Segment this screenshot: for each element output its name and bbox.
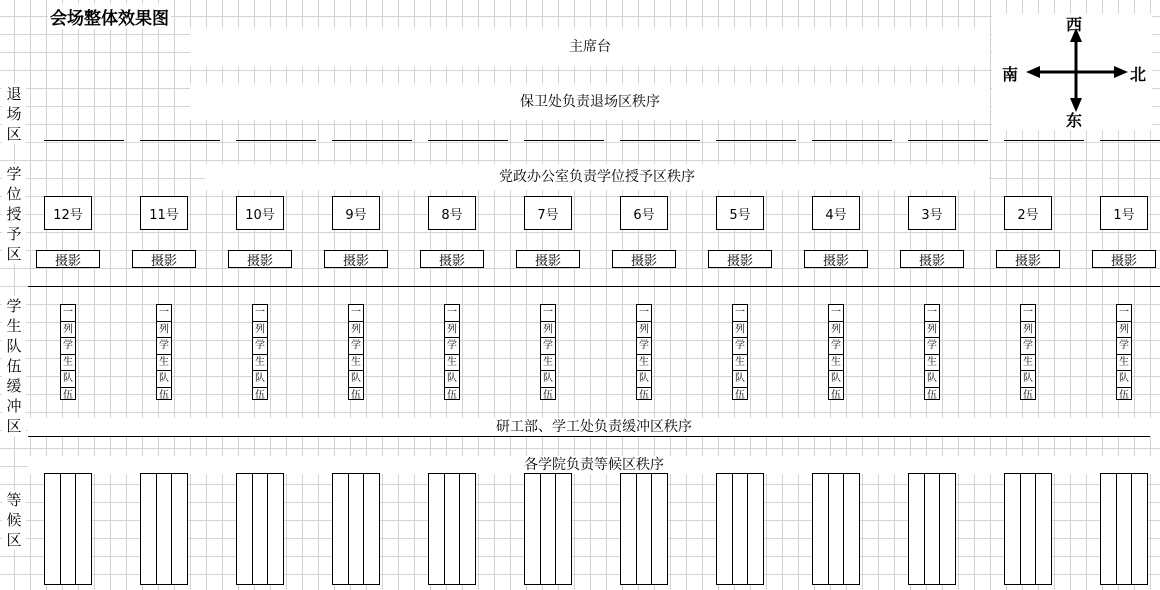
column-char: 学	[1021, 338, 1035, 355]
column-char: 生	[1117, 355, 1131, 372]
photo-box: 摄影	[228, 250, 292, 268]
column-char: 队	[253, 371, 267, 388]
station-number-box: 2号	[1004, 196, 1052, 230]
zone-label-buffer: 学生队伍缓冲区	[2, 296, 26, 436]
column-char: 一	[61, 305, 75, 322]
waiting-lane	[157, 474, 173, 584]
waiting-lane	[333, 474, 349, 584]
exit-line-segment	[428, 140, 508, 141]
station-number-box: 11号	[140, 196, 188, 230]
waiting-area-box	[1100, 473, 1148, 585]
waiting-lane	[237, 474, 253, 584]
column-char: 生	[157, 355, 171, 372]
column-char: 列	[733, 322, 747, 339]
compass-west: 西	[1066, 15, 1083, 34]
column-char: 生	[733, 355, 747, 372]
waiting-lane	[813, 474, 829, 584]
stage-banner	[190, 28, 990, 66]
column-char: 学	[253, 338, 267, 355]
station-number-box: 10号	[236, 196, 284, 230]
waiting-area-box	[524, 473, 572, 585]
station-number-box: 4号	[812, 196, 860, 230]
exit-banner	[190, 84, 990, 120]
column-char: 生	[445, 355, 459, 372]
column-char: 一	[349, 305, 363, 322]
exit-line-segment	[140, 140, 220, 141]
exit-line-segment	[1100, 140, 1160, 141]
column-char: 队	[445, 371, 459, 388]
photo-box: 摄影	[708, 250, 772, 268]
photo-box: 摄影	[36, 250, 100, 268]
waiting-lane	[909, 474, 925, 584]
waiting-area-box	[1004, 473, 1052, 585]
student-column-box	[348, 304, 364, 400]
column-char: 学	[445, 338, 459, 355]
photo-box: 摄影	[996, 250, 1060, 268]
waiting-lane	[45, 474, 61, 584]
column-char: 列	[541, 322, 555, 339]
column-char: 伍	[543, 389, 553, 401]
waiting-lane	[460, 474, 475, 584]
column-char: 生	[541, 355, 555, 372]
waiting-area-box	[332, 473, 380, 585]
waiting-lane	[1021, 474, 1037, 584]
column-char: 伍	[159, 389, 169, 401]
student-column-box	[1116, 304, 1132, 400]
column-char: 队	[157, 371, 171, 388]
column-char: 一	[733, 305, 747, 322]
column-char: 学	[925, 338, 939, 355]
student-column-box	[156, 304, 172, 400]
waiting-lane	[1101, 474, 1117, 584]
column-char: 一	[637, 305, 651, 322]
waiting-area-box	[716, 473, 764, 585]
photo-box: 摄影	[420, 250, 484, 268]
waiting-lane	[829, 474, 845, 584]
compass-south: 南	[1002, 65, 1019, 84]
waiting-lane	[940, 474, 955, 584]
column-char: 生	[925, 355, 939, 372]
column-char: 伍	[1023, 389, 1033, 401]
waiting-lane	[621, 474, 637, 584]
column-char: 伍	[639, 389, 649, 401]
column-char: 列	[925, 322, 939, 339]
exit-line-segment	[812, 140, 892, 141]
station-number-box: 12号	[44, 196, 92, 230]
waiting-banner	[28, 456, 1160, 474]
column-char: 一	[157, 305, 171, 322]
column-char: 队	[637, 371, 651, 388]
column-char: 列	[829, 322, 843, 339]
exit-line-segment	[44, 140, 124, 141]
waiting-lane	[717, 474, 733, 584]
student-column-box	[252, 304, 268, 400]
photo-box: 摄影	[804, 250, 868, 268]
student-column-box	[732, 304, 748, 400]
column-char: 学	[637, 338, 651, 355]
degree-banner	[205, 164, 989, 190]
station-number-box: 1号	[1100, 196, 1148, 230]
zone-label-degree: 学位授予区	[2, 164, 26, 264]
column-char: 队	[925, 371, 939, 388]
column-char: 生	[349, 355, 363, 372]
column-char: 列	[1021, 322, 1035, 339]
photo-box: 摄影	[900, 250, 964, 268]
column-char: 学	[733, 338, 747, 355]
exit-line-segment	[236, 140, 316, 141]
column-char: 生	[829, 355, 843, 372]
column-char: 队	[541, 371, 555, 388]
waiting-lane	[652, 474, 667, 584]
column-char: 一	[445, 305, 459, 322]
photo-box: 摄影	[516, 250, 580, 268]
column-char: 生	[253, 355, 267, 372]
waiting-lane	[525, 474, 541, 584]
column-char: 学	[1117, 338, 1131, 355]
column-char: 一	[1021, 305, 1035, 322]
column-char: 列	[349, 322, 363, 339]
buffer-banner	[28, 418, 1160, 436]
column-char: 学	[157, 338, 171, 355]
column-char: 伍	[351, 389, 361, 401]
waiting-lane	[61, 474, 77, 584]
waiting-lane	[844, 474, 859, 584]
waiting-lane	[172, 474, 187, 584]
photo-box: 摄影	[132, 250, 196, 268]
waiting-area-box	[428, 473, 476, 585]
column-char: 学	[61, 338, 75, 355]
column-char: 伍	[255, 389, 265, 401]
page-title: 会场整体效果图	[48, 4, 171, 29]
compass-north: 北	[1130, 65, 1147, 84]
buffer-zone-boundary	[28, 436, 1150, 437]
waiting-lane	[268, 474, 283, 584]
waiting-area-box	[908, 473, 956, 585]
compass-east: 东	[1066, 111, 1083, 130]
photo-box: 摄影	[1092, 250, 1156, 268]
column-char: 列	[445, 322, 459, 339]
exit-line-segment	[332, 140, 412, 141]
column-char: 学	[829, 338, 843, 355]
column-char: 伍	[1119, 389, 1129, 401]
waiting-lane	[925, 474, 941, 584]
column-char: 伍	[735, 389, 745, 401]
column-char: 队	[61, 371, 75, 388]
column-char: 生	[637, 355, 651, 372]
column-char: 一	[829, 305, 843, 322]
waiting-lane	[141, 474, 157, 584]
exit-line-segment	[908, 140, 988, 141]
waiting-area-box	[812, 473, 860, 585]
student-column-box	[1020, 304, 1036, 400]
student-column-box	[540, 304, 556, 400]
column-char: 列	[157, 322, 171, 339]
column-char: 伍	[63, 389, 73, 401]
stage-label: 主席台	[569, 39, 611, 55]
column-char: 列	[1117, 322, 1131, 339]
waiting-lane	[76, 474, 91, 584]
zone-label-exit: 退场区	[2, 84, 26, 144]
zone-label-waiting: 等候区	[2, 490, 26, 550]
waiting-area-box	[236, 473, 284, 585]
column-char: 列	[637, 322, 651, 339]
column-char: 一	[253, 305, 267, 322]
column-char: 列	[253, 322, 267, 339]
waiting-lane	[364, 474, 379, 584]
student-column-box	[636, 304, 652, 400]
station-number-box: 8号	[428, 196, 476, 230]
station-number-box: 7号	[524, 196, 572, 230]
column-char: 队	[733, 371, 747, 388]
compass	[992, 14, 1152, 130]
column-char: 一	[541, 305, 555, 322]
exit-line-segment	[1004, 140, 1084, 141]
station-number-box: 5号	[716, 196, 764, 230]
waiting-lane	[1132, 474, 1147, 584]
student-column-box	[924, 304, 940, 400]
student-column-box	[444, 304, 460, 400]
column-char: 学	[349, 338, 363, 355]
waiting-lane	[1005, 474, 1021, 584]
waiting-area-box	[140, 473, 188, 585]
column-char: 一	[925, 305, 939, 322]
photo-box: 摄影	[612, 250, 676, 268]
student-column-box	[828, 304, 844, 400]
photo-box: 摄影	[324, 250, 388, 268]
waiting-lane	[733, 474, 749, 584]
waiting-lane	[429, 474, 445, 584]
column-char: 队	[829, 371, 843, 388]
column-char: 生	[1021, 355, 1035, 372]
degree-banner-label: 党政办公室负责学位授予区秩序	[499, 169, 695, 185]
waiting-lane	[349, 474, 365, 584]
student-column-box	[60, 304, 76, 400]
waiting-lane	[556, 474, 571, 584]
buffer-banner-label: 研工部、学工处负责缓冲区秩序	[496, 419, 692, 435]
station-number-box: 3号	[908, 196, 956, 230]
waiting-lane	[445, 474, 461, 584]
waiting-lane	[748, 474, 763, 584]
exit-line-segment	[620, 140, 700, 141]
waiting-area-box	[620, 473, 668, 585]
waiting-lane	[1117, 474, 1133, 584]
exit-line-segment	[524, 140, 604, 141]
column-char: 伍	[927, 389, 937, 401]
column-char: 队	[349, 371, 363, 388]
waiting-banner-label: 各学院负责等候区秩序	[524, 457, 664, 473]
exit-line-segment	[716, 140, 796, 141]
waiting-area-box	[44, 473, 92, 585]
waiting-lane	[541, 474, 557, 584]
column-char: 队	[1021, 371, 1035, 388]
waiting-lane	[1036, 474, 1051, 584]
waiting-lane	[253, 474, 269, 584]
waiting-lane	[637, 474, 653, 584]
column-char: 伍	[831, 389, 841, 401]
column-char: 队	[1117, 371, 1131, 388]
column-char: 学	[541, 338, 555, 355]
column-char: 列	[61, 322, 75, 339]
column-char: 一	[1117, 305, 1131, 322]
column-char: 伍	[447, 389, 457, 401]
column-char: 生	[61, 355, 75, 372]
station-number-box: 9号	[332, 196, 380, 230]
degree-zone-boundary	[28, 286, 1160, 287]
station-number-box: 6号	[620, 196, 668, 230]
exit-banner-label: 保卫处负责退场区秩序	[520, 94, 660, 110]
